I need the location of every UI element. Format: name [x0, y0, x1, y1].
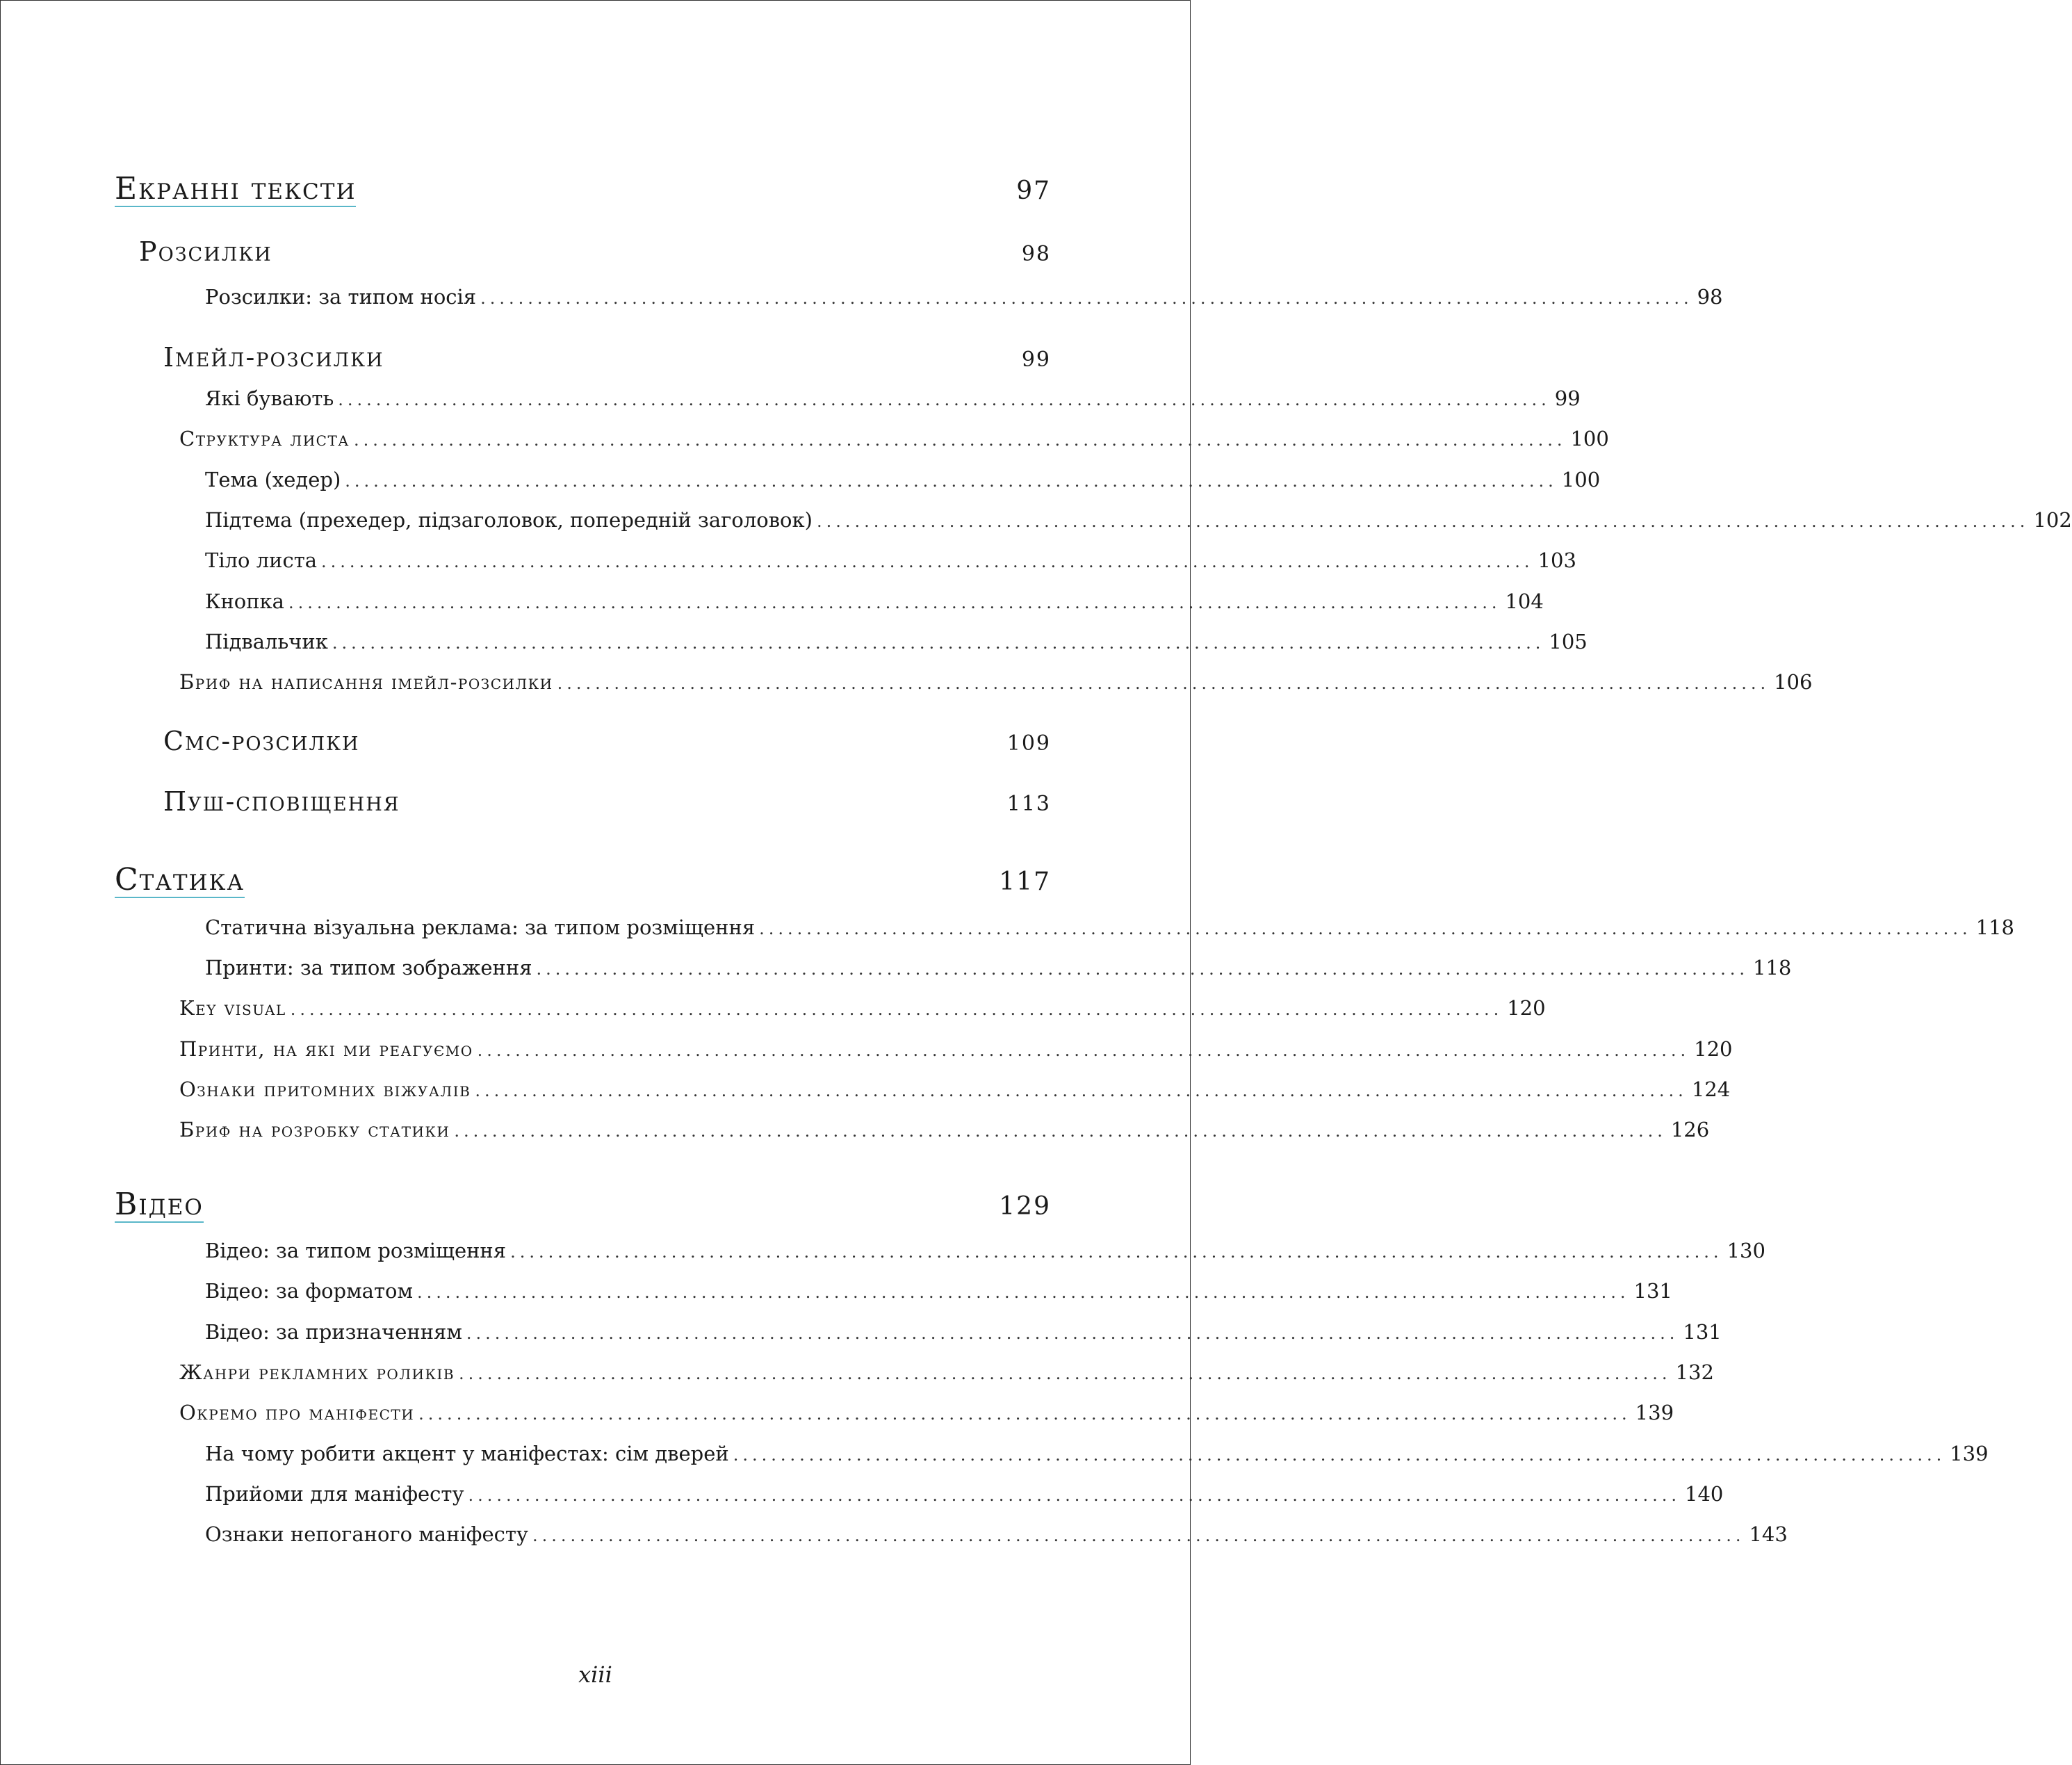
entry-title: Структура листа — [179, 427, 350, 450]
toc-entry[interactable] — [205, 589, 1544, 613]
dot-leader: ................................................................................................................................ — [321, 552, 1534, 571]
toc-entry[interactable] — [205, 1239, 1765, 1262]
chapter-page-number: 129 — [999, 1192, 1051, 1221]
entry-title: Відео: за форматом — [205, 1279, 414, 1303]
toc-entry[interactable] — [205, 468, 1601, 491]
entry-title: Бриф на розробку статики — [179, 1118, 450, 1141]
dot-leader: ................................................................................................................................ — [290, 1000, 1503, 1019]
entry-title: Які бувають — [205, 387, 334, 410]
dot-leader: ................................................................................................................................ — [475, 1081, 1688, 1100]
toc-section-rozsylky[interactable] — [139, 236, 1051, 267]
entry-page-number: 98 — [1697, 285, 1723, 309]
toc-entry[interactable] — [179, 1077, 1731, 1101]
entry-page-number: 120 — [1507, 996, 1546, 1020]
toc-entry[interactable] — [179, 670, 1813, 694]
dot-leader: ................................................................................................................................ — [557, 674, 1770, 693]
entry-page-number: 139 — [1635, 1401, 1674, 1424]
toc-chapter-statyka[interactable] — [115, 863, 1051, 898]
entry-page-number: 126 — [1670, 1118, 1710, 1141]
dot-leader: ................................................................................................................................ — [477, 1041, 1690, 1060]
entry-title: Відео: за типом розміщення — [205, 1239, 507, 1262]
entry-title: Key visual — [179, 996, 286, 1020]
entry-page-number: 118 — [1975, 916, 2014, 939]
entry-page-number: 120 — [1694, 1037, 1733, 1061]
entry-page-number: 100 — [1561, 468, 1601, 491]
dot-leader: ................................................................................................................................ — [459, 1364, 1672, 1383]
dot-leader: ................................................................................................................................ — [468, 1486, 1681, 1505]
toc-entry[interactable] — [179, 1360, 1714, 1384]
dot-leader: ................................................................................................................................ — [288, 593, 1501, 612]
section-title: Розсилки — [139, 236, 272, 267]
dot-leader: ................................................................................................................................ — [816, 512, 2030, 531]
entry-title: Підвальчик — [205, 630, 328, 653]
dot-leader: ................................................................................................................................ — [536, 959, 1749, 979]
dot-leader: ................................................................................................................................ — [338, 390, 1551, 409]
section-page-number: 113 — [1006, 792, 1051, 816]
entry-title: Ознаки непоганого маніфесту — [205, 1522, 528, 1546]
entry-title: Бриф на написання імейл-розсилки — [179, 670, 553, 694]
entry-title: На чому робити акцент у маніфестах: сім дверей — [205, 1442, 729, 1465]
entry-title: Тема (хедер) — [205, 468, 341, 491]
entry-title: Прийоми для маніфесту — [205, 1482, 464, 1506]
entry-page-number: 100 — [1570, 427, 1609, 450]
toc-entry[interactable] — [179, 996, 1546, 1020]
toc-entry[interactable] — [205, 387, 1581, 410]
section-page-number: 99 — [1021, 348, 1051, 372]
page-folio: xiii — [578, 1661, 612, 1688]
entry-page-number: 106 — [1774, 670, 1813, 694]
dot-leader: ................................................................................................................................ — [345, 471, 1558, 491]
toc-entry[interactable] — [179, 1118, 1710, 1141]
dot-leader: ................................................................................................................................ — [733, 1445, 1946, 1465]
dot-leader: ................................................................................................................................ — [332, 633, 1545, 653]
entry-title: Тіло листа — [205, 548, 318, 572]
toc-entry[interactable] — [205, 630, 1588, 653]
section-title: Імейл-розсилки — [163, 342, 384, 373]
entry-title: Принти, на які ми реагуємо — [179, 1037, 473, 1061]
entry-title: Розсилки: за типом носія — [205, 285, 477, 309]
chapter-title: Статика — [115, 862, 245, 897]
entry-title: Ознаки притомних віжуалів — [179, 1077, 471, 1101]
entry-title: Жанри рекламних роликів — [179, 1360, 455, 1384]
entry-page-number: 139 — [1950, 1442, 1989, 1465]
entry-page-number: 102 — [2033, 508, 2072, 532]
dot-leader: ................................................................................................................................ — [466, 1324, 1679, 1343]
section-page-number: 109 — [1006, 731, 1051, 756]
chapter-title: Екранні тексти — [115, 171, 357, 206]
entry-page-number: 140 — [1685, 1482, 1724, 1506]
dot-leader: ................................................................................................................................ — [417, 1283, 1630, 1302]
toc-entry[interactable] — [205, 1279, 1672, 1303]
entry-title: Відео: за призначенням — [205, 1320, 462, 1344]
chapter-page-number: 117 — [999, 868, 1051, 896]
toc-section-sms-rozsylky[interactable] — [163, 726, 1051, 756]
entry-page-number: 99 — [1554, 387, 1581, 410]
toc-entry[interactable] — [205, 548, 1576, 572]
toc-entry[interactable] — [179, 1037, 1733, 1061]
entry-title: Окремо про маніфести — [179, 1401, 415, 1424]
dot-leader: ................................................................................................................................ — [532, 1526, 1745, 1545]
toc-entry[interactable] — [205, 916, 2014, 939]
entry-page-number: 104 — [1505, 589, 1544, 613]
toc-entry[interactable] — [205, 1522, 1788, 1546]
toc-chapter-ekranni-teksty[interactable] — [115, 172, 1051, 207]
toc-entry[interactable] — [205, 285, 1723, 309]
toc-entry[interactable] — [205, 1482, 1724, 1506]
section-page-number: 98 — [1021, 242, 1051, 266]
dot-leader: ................................................................................................................................ — [510, 1242, 1723, 1262]
dot-leader: ................................................................................................................................ — [480, 288, 1693, 308]
chapter-title: Відео — [115, 1187, 204, 1222]
dot-leader: ................................................................................................................................ — [353, 430, 1567, 450]
entry-page-number: 118 — [1753, 956, 1792, 979]
entry-title: Кнопка — [205, 589, 284, 613]
entry-page-number: 130 — [1727, 1239, 1765, 1262]
toc-section-push[interactable] — [163, 786, 1051, 817]
toc-entry[interactable] — [205, 956, 1792, 979]
toc-entry[interactable] — [205, 1320, 1722, 1344]
entry-title: Підтема (прехедер, підзаголовок, попередній заголовок) — [205, 508, 813, 532]
entry-page-number: 105 — [1549, 630, 1588, 653]
toc-entry[interactable] — [179, 1401, 1674, 1424]
dot-leader: ................................................................................................................................ — [759, 919, 1972, 938]
section-title: Пуш-сповіщення — [163, 786, 400, 817]
entry-page-number: 124 — [1691, 1077, 1731, 1101]
entry-page-number: 131 — [1633, 1279, 1672, 1303]
dot-leader: ................................................................................................................................ — [454, 1121, 1667, 1141]
chapter-page-number: 97 — [1016, 177, 1051, 205]
toc-entry[interactable] — [205, 508, 2072, 532]
entry-page-number: 143 — [1749, 1522, 1788, 1546]
entry-title: Принти: за типом зображення — [205, 956, 532, 979]
section-title: Смс-розсилки — [163, 726, 360, 756]
toc-section-imeil-rozsylky[interactable] — [163, 342, 1051, 373]
toc-chapter-video[interactable] — [115, 1188, 1051, 1223]
entry-title: Статична візуальна реклама: за типом розміщення — [205, 916, 756, 939]
toc-entry[interactable] — [179, 427, 1609, 450]
entry-page-number: 103 — [1537, 548, 1576, 572]
toc-entry[interactable] — [205, 1442, 1989, 1465]
dot-leader: ................................................................................................................................ — [418, 1404, 1631, 1424]
entry-page-number: 132 — [1675, 1360, 1714, 1384]
entry-page-number: 131 — [1683, 1320, 1722, 1344]
